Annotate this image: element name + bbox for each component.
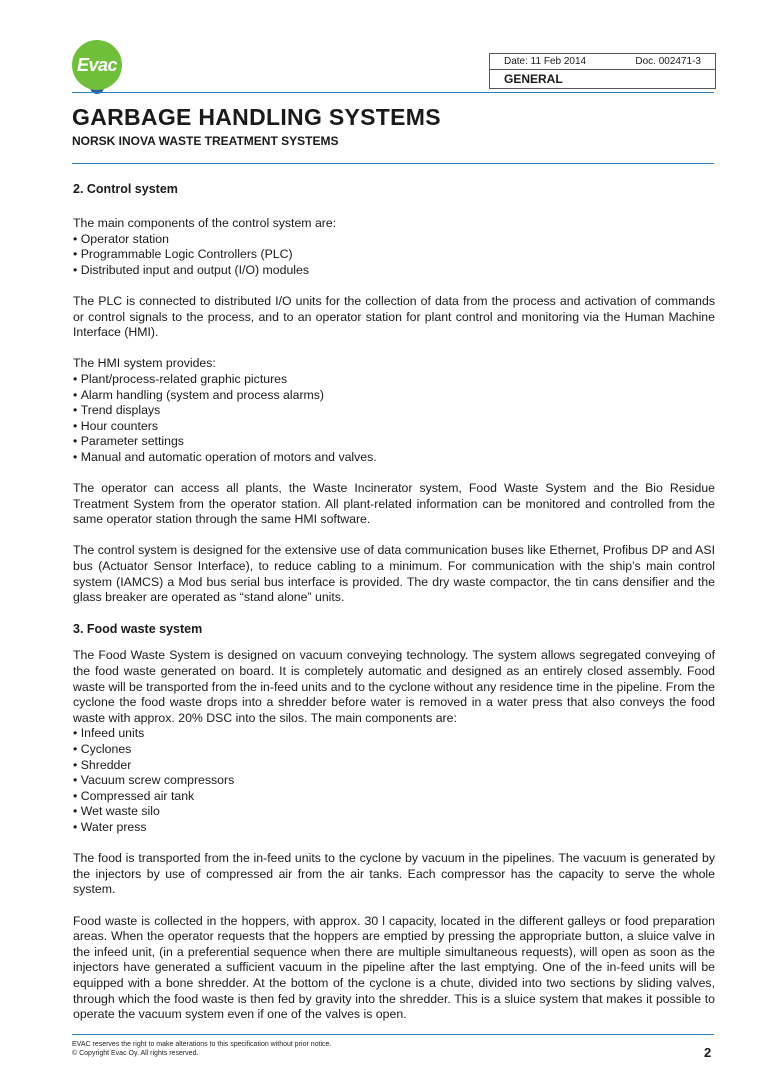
list-item: • Manual and automatic operation of motors and valves. (73, 450, 715, 466)
footer-disclaimer: EVAC reserves the right to make alterations to this specification without prior notice. (72, 1041, 332, 1048)
plc-paragraph: The PLC is connected to distributed I/O units for the collection of data from the process and activation of commands or control signals to the process, and to an operator station for plant control and monitoring via the Human Machine Interface (HMI). (73, 293, 715, 340)
list-item: • Vacuum screw compressors (73, 773, 715, 789)
list-item: • Plant/process-related graphic pictures (73, 372, 715, 388)
list-item: • Distributed input and output (I/O) modules (73, 263, 715, 279)
list-item: • Parameter settings (73, 434, 715, 450)
section-heading-control-system: 2. Control system (73, 182, 178, 196)
title-divider (72, 163, 714, 164)
section-heading-food-waste: 3. Food waste system (73, 622, 203, 637)
hmi-features-list (73, 372, 715, 466)
info-row (490, 54, 715, 70)
footer-divider (72, 1034, 714, 1035)
list-item: • Alarm handling (system and process alarms) (73, 388, 715, 404)
list-item: • Cyclones (73, 742, 715, 758)
list-item: • Compressed air tank (73, 789, 715, 805)
page-number: 2 (704, 1045, 712, 1060)
list-item: • Water press (73, 820, 715, 836)
operator-paragraph: The operator can access all plants, the Waste Incinerator system, Food Waste System and the Bio Residue Treatment System from the operator station. All plant-related information can be monitored and controlled from the same operator station through the same HMI software. (73, 481, 715, 527)
bus-paragraph: The control system is designed for the extensive use of data communication buses like Ethernet, Profibus DP and ASI bus (Actuator Sensor Interface), to reduce cabling to a minimum. For communication with the ship’s main control system (IAMCS) a Mod bus serial bus interface is provided. The dry waste compactor, the tin cans densifier and the glass breaker are operated as “stand alone” units. (73, 543, 715, 605)
control-components-intro: The main components of the control system are: (73, 216, 337, 230)
document-category: GENERAL (504, 72, 563, 86)
list-item: • Infeed units (73, 726, 715, 742)
footer-copyright: © Copyright Evac Oy. All rights reserved. (72, 1050, 199, 1057)
food-waste-paragraph-3: Food waste is collected in the hoppers, with approx. 30 l capacity, located in the different galleys or food preparation areas. When the operator requests that the hoppers are emptied by pressing the appropriate button, a sluice valve in the infeed unit, (in a preferential sequence when there are multiple simultaneous requests), will open as soon as the injectors have generated a sufficient vacuum in the pipeline after the last emptying. One of the in-feed units will be equipped with a bone shredder. At the bottom of the cyclone is a chute, divided into two sections by sliding valves, through which the food waste is then fed by gravity into the shredder. This is a sluice system that makes it possible to operate the vacuum system even if one of the valves is open. (73, 913, 715, 1022)
evac-logo (72, 40, 122, 90)
food-waste-components-list (73, 726, 715, 835)
logo-text: Evac (76, 54, 118, 75)
footer-notice (72, 1040, 331, 1058)
food-waste-paragraph-1: The Food Waste System is designed on vacuum conveying technology. The system allows segregated conveying of the food waste generated on board. It is completely automatic and designed as an entirely closed assembly. Food waste will be transported from the in-feed units and to the cyclone without any residence time in the pipeline. From the cyclone the food waste drops into a shredder before water is removed in a water press that also conveys the food waste with approx. 20% DSC into the silos. The main components are: (73, 648, 715, 725)
list-item: • Trend displays (73, 403, 715, 419)
food-waste-paragraph-2: The food is transported from the in-feed units to the cyclone by vacuum in the pipelines. The vacuum is generated by the injectors by use of compressed air from the air tanks. Each compressor has the capacity to serve the whole system. (73, 851, 715, 897)
document-info-box (489, 53, 716, 89)
control-components-list (73, 232, 715, 279)
page-title: GARBAGE HANDLING SYSTEMS (72, 104, 441, 130)
list-item: • Hour counters (73, 419, 715, 435)
document-number: Doc. 002471-3 (635, 56, 701, 67)
list-item: • Wet waste silo (73, 804, 715, 820)
page-subtitle: NORSK INOVA WASTE TREATMENT SYSTEMS (72, 134, 339, 148)
hmi-intro: The HMI system provides: (73, 356, 216, 371)
document-date: Date: 11 Feb 2014 (504, 56, 587, 67)
list-item: • Shredder (73, 758, 715, 774)
document-body (73, 181, 715, 1038)
list-item: • Programmable Logic Controllers (PLC) (73, 247, 715, 263)
header-divider (72, 92, 714, 93)
list-item: • Operator station (73, 232, 715, 248)
